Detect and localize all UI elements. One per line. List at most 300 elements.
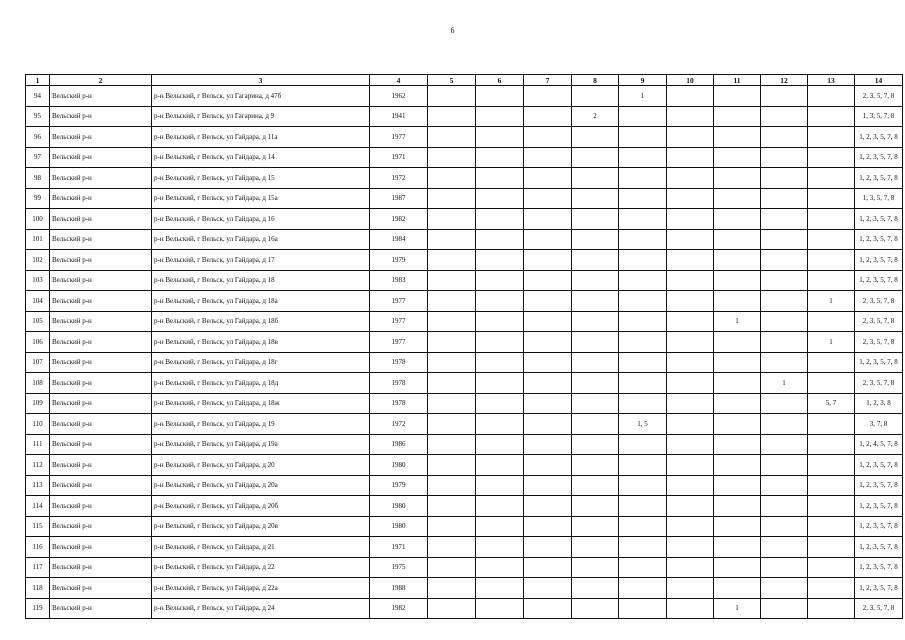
year-cell: 1977: [370, 291, 428, 312]
column-12-cell: [761, 578, 808, 599]
column-12-cell: [761, 537, 808, 558]
year-cell: 1971: [370, 147, 428, 168]
column-7-cell: [524, 455, 572, 476]
table-row: [26, 475, 903, 496]
column-9-cell: [619, 127, 667, 148]
district-cell: Вельский р-н: [50, 250, 152, 271]
year-cell: 1988: [370, 578, 428, 599]
column-11-cell: [714, 414, 761, 435]
column-12-cell: [761, 393, 808, 414]
column-11-cell: [714, 291, 761, 312]
row-number: 107: [26, 352, 50, 373]
table-row: [26, 311, 903, 332]
column-8-cell: [572, 332, 619, 353]
column-header-4: 4: [370, 75, 428, 86]
year-cell: 1971: [370, 537, 428, 558]
column-5-cell: [428, 537, 476, 558]
column-6-cell: [476, 598, 524, 619]
column-10-cell: [667, 598, 714, 619]
column-12-cell: [761, 414, 808, 435]
table-row: [26, 229, 903, 250]
row-number: 104: [26, 291, 50, 312]
column-6-cell: [476, 352, 524, 373]
row-number: 95: [26, 106, 50, 127]
codes-cell: 1, 2, 3, 5, 7, 8: [855, 250, 903, 271]
column-6-cell: [476, 516, 524, 537]
column-13-cell: 1: [808, 291, 855, 312]
column-11-cell: [714, 147, 761, 168]
column-8-cell: [572, 188, 619, 209]
column-5-cell: [428, 332, 476, 353]
column-7-cell: [524, 86, 572, 107]
column-8-cell: [572, 475, 619, 496]
column-header-14: 14: [855, 75, 903, 86]
column-12-cell: [761, 270, 808, 291]
column-8-cell: [572, 455, 619, 476]
column-5-cell: [428, 516, 476, 537]
codes-cell: 3, 7, 8: [855, 414, 903, 435]
column-12-cell: [761, 250, 808, 271]
column-5-cell: [428, 475, 476, 496]
column-9-cell: 1, 5: [619, 414, 667, 435]
column-8-cell: [572, 209, 619, 230]
address-cell: р-н Вельский, г Вельск, ул Гагарина, д 47б: [152, 86, 370, 107]
column-12-cell: [761, 434, 808, 455]
year-cell: 1978: [370, 352, 428, 373]
row-number: 105: [26, 311, 50, 332]
column-13-cell: [808, 229, 855, 250]
address-cell: р-н Вельский, г Вельск, ул Гайдара, д 17: [152, 250, 370, 271]
table-row: [26, 455, 903, 476]
column-9-cell: [619, 229, 667, 250]
year-cell: 1977: [370, 311, 428, 332]
column-5-cell: [428, 168, 476, 189]
column-7-cell: [524, 168, 572, 189]
column-5-cell: [428, 270, 476, 291]
column-6-cell: [476, 393, 524, 414]
column-10-cell: [667, 209, 714, 230]
column-7-cell: [524, 352, 572, 373]
row-number: 109: [26, 393, 50, 414]
column-11-cell: 1: [714, 311, 761, 332]
column-8-cell: [572, 147, 619, 168]
column-11-cell: [714, 229, 761, 250]
column-10-cell: [667, 106, 714, 127]
column-10-cell: [667, 434, 714, 455]
district-cell: Вельский р-н: [50, 127, 152, 148]
column-5-cell: [428, 393, 476, 414]
column-7-cell: [524, 147, 572, 168]
column-10-cell: [667, 229, 714, 250]
column-8-cell: [572, 229, 619, 250]
column-7-cell: [524, 291, 572, 312]
address-cell: р-н Вельский, г Вельск, ул Гайдара, д 22: [152, 557, 370, 578]
column-11-cell: [714, 270, 761, 291]
column-header-9: 9: [619, 75, 667, 86]
column-7-cell: [524, 496, 572, 517]
column-5-cell: [428, 414, 476, 435]
district-cell: Вельский р-н: [50, 188, 152, 209]
district-cell: Вельский р-н: [50, 537, 152, 558]
column-12-cell: [761, 127, 808, 148]
codes-cell: 1, 2, 3, 5, 7, 8: [855, 578, 903, 599]
column-6-cell: [476, 557, 524, 578]
column-8-cell: [572, 434, 619, 455]
column-11-cell: [714, 352, 761, 373]
table-row: [26, 496, 903, 517]
codes-cell: 1, 3, 5, 7, 8: [855, 106, 903, 127]
column-10-cell: [667, 86, 714, 107]
address-cell: р-н Вельский, г Вельск, ул Гайдара, д 19: [152, 414, 370, 435]
column-7-cell: [524, 270, 572, 291]
column-8-cell: [572, 373, 619, 394]
table-row: [26, 373, 903, 394]
address-cell: р-н Вельский, г Вельск, ул Гайдара, д 20б: [152, 496, 370, 517]
column-12-cell: [761, 147, 808, 168]
column-5-cell: [428, 373, 476, 394]
column-10-cell: [667, 147, 714, 168]
year-cell: 1977: [370, 127, 428, 148]
column-12-cell: [761, 332, 808, 353]
table-row: [26, 86, 903, 107]
column-8-cell: [572, 537, 619, 558]
column-header-1: 1: [26, 75, 50, 86]
column-13-cell: 1: [808, 332, 855, 353]
column-10-cell: [667, 373, 714, 394]
column-6-cell: [476, 147, 524, 168]
column-13-cell: [808, 250, 855, 271]
column-6-cell: [476, 229, 524, 250]
codes-cell: 1, 2, 3, 5, 7, 8: [855, 168, 903, 189]
column-13-cell: [808, 209, 855, 230]
column-11-cell: [714, 209, 761, 230]
column-9-cell: [619, 332, 667, 353]
table-row: [26, 516, 903, 537]
column-13-cell: 5, 7: [808, 393, 855, 414]
year-cell: 1978: [370, 393, 428, 414]
table-row: [26, 332, 903, 353]
column-8-cell: [572, 578, 619, 599]
district-cell: Вельский р-н: [50, 332, 152, 353]
column-11-cell: [714, 332, 761, 353]
column-10-cell: [667, 127, 714, 148]
column-8-cell: [572, 291, 619, 312]
column-5-cell: [428, 127, 476, 148]
column-12-cell: [761, 455, 808, 476]
column-6-cell: [476, 311, 524, 332]
year-cell: 1972: [370, 168, 428, 189]
column-12-cell: [761, 496, 808, 517]
column-9-cell: [619, 250, 667, 271]
column-8-cell: [572, 250, 619, 271]
column-9-cell: [619, 578, 667, 599]
address-cell: р-н Вельский, г Вельск, ул Гайдара, д 18б: [152, 311, 370, 332]
address-cell: р-н Вельский, г Вельск, ул Гайдара, д 18д: [152, 373, 370, 394]
address-cell: р-н Вельский, г Вельск, ул Гайдара, д 18ж: [152, 393, 370, 414]
column-5-cell: [428, 188, 476, 209]
column-5-cell: [428, 229, 476, 250]
column-11-cell: [714, 393, 761, 414]
column-7-cell: [524, 414, 572, 435]
year-cell: 1979: [370, 475, 428, 496]
header-row: [26, 75, 903, 86]
column-11-cell: [714, 127, 761, 148]
column-11-cell: [714, 250, 761, 271]
row-number: 99: [26, 188, 50, 209]
address-cell: р-н Вельский, г Вельск, ул Гайдара, д 24: [152, 598, 370, 619]
column-13-cell: [808, 270, 855, 291]
codes-cell: 1, 2, 3, 5, 7, 8: [855, 455, 903, 476]
column-9-cell: [619, 209, 667, 230]
column-9-cell: [619, 270, 667, 291]
column-7-cell: [524, 106, 572, 127]
year-cell: 1982: [370, 598, 428, 619]
column-5-cell: [428, 291, 476, 312]
row-number: 113: [26, 475, 50, 496]
district-cell: Вельский р-н: [50, 373, 152, 394]
column-10-cell: [667, 168, 714, 189]
column-9-cell: [619, 291, 667, 312]
column-8-cell: [572, 496, 619, 517]
column-6-cell: [476, 188, 524, 209]
column-11-cell: [714, 516, 761, 537]
column-5-cell: [428, 209, 476, 230]
column-11-cell: [714, 106, 761, 127]
column-9-cell: [619, 168, 667, 189]
address-cell: р-н Вельский, г Вельск, ул Гайдара, д 11а: [152, 127, 370, 148]
column-12-cell: [761, 209, 808, 230]
district-cell: Вельский р-н: [50, 557, 152, 578]
address-cell: р-н Вельский, г Вельск, ул Гайдара, д 18г: [152, 352, 370, 373]
table-row: [26, 209, 903, 230]
column-5-cell: [428, 598, 476, 619]
column-13-cell: [808, 516, 855, 537]
district-cell: Вельский р-н: [50, 475, 152, 496]
table-row: [26, 414, 903, 435]
column-13-cell: [808, 106, 855, 127]
column-8-cell: [572, 598, 619, 619]
column-5-cell: [428, 434, 476, 455]
table-row: [26, 127, 903, 148]
row-number: 108: [26, 373, 50, 394]
row-number: 119: [26, 598, 50, 619]
column-header-3: 3: [152, 75, 370, 86]
column-header-7: 7: [524, 75, 572, 86]
column-9-cell: [619, 311, 667, 332]
district-cell: Вельский р-н: [50, 352, 152, 373]
column-12-cell: [761, 475, 808, 496]
row-number: 97: [26, 147, 50, 168]
codes-cell: 2, 3, 5, 7, 8: [855, 598, 903, 619]
column-9-cell: [619, 516, 667, 537]
address-cell: р-н Вельский, г Вельск, ул Гайдара, д 15а: [152, 188, 370, 209]
column-6-cell: [476, 127, 524, 148]
column-9-cell: [619, 434, 667, 455]
district-cell: Вельский р-н: [50, 496, 152, 517]
column-9-cell: [619, 352, 667, 373]
year-cell: 1980: [370, 455, 428, 476]
page-number: 6: [450, 26, 455, 35]
column-5-cell: [428, 147, 476, 168]
year-cell: 1975: [370, 557, 428, 578]
column-6-cell: [476, 291, 524, 312]
column-10-cell: [667, 516, 714, 537]
column-7-cell: [524, 188, 572, 209]
column-12-cell: [761, 557, 808, 578]
column-7-cell: [524, 516, 572, 537]
column-10-cell: [667, 455, 714, 476]
column-6-cell: [476, 475, 524, 496]
column-5-cell: [428, 578, 476, 599]
district-cell: Вельский р-н: [50, 106, 152, 127]
codes-cell: 2, 3, 5, 7, 8: [855, 373, 903, 394]
column-10-cell: [667, 250, 714, 271]
codes-cell: 2, 3, 5, 7, 8: [855, 332, 903, 353]
address-cell: р-н Вельский, г Вельск, ул Гайдара, д 18в: [152, 332, 370, 353]
column-12-cell: [761, 168, 808, 189]
table-row: [26, 291, 903, 312]
table-row: [26, 270, 903, 291]
column-13-cell: [808, 373, 855, 394]
column-9-cell: [619, 147, 667, 168]
column-9-cell: [619, 537, 667, 558]
column-6-cell: [476, 578, 524, 599]
column-8-cell: [572, 557, 619, 578]
column-9-cell: [619, 557, 667, 578]
year-cell: 1978: [370, 373, 428, 394]
column-5-cell: [428, 496, 476, 517]
column-12-cell: [761, 291, 808, 312]
column-header-6: 6: [476, 75, 524, 86]
column-5-cell: [428, 311, 476, 332]
row-number: 102: [26, 250, 50, 271]
column-header-12: 12: [761, 75, 808, 86]
codes-cell: 1, 2, 3, 5, 7, 8: [855, 209, 903, 230]
codes-cell: 2, 3, 5, 7, 8: [855, 311, 903, 332]
column-6-cell: [476, 250, 524, 271]
codes-cell: 1, 3, 5, 7, 8: [855, 188, 903, 209]
district-cell: Вельский р-н: [50, 434, 152, 455]
column-5-cell: [428, 86, 476, 107]
column-7-cell: [524, 127, 572, 148]
row-number: 114: [26, 496, 50, 517]
year-cell: 1977: [370, 332, 428, 353]
row-number: 112: [26, 455, 50, 476]
table-row: [26, 188, 903, 209]
column-9-cell: [619, 496, 667, 517]
column-13-cell: [808, 496, 855, 517]
district-cell: Вельский р-н: [50, 578, 152, 599]
codes-cell: 1, 2, 3, 5, 7, 8: [855, 496, 903, 517]
district-cell: Вельский р-н: [50, 291, 152, 312]
table-body: [26, 86, 903, 619]
column-6-cell: [476, 270, 524, 291]
address-cell: р-н Вельский, г Вельск, ул Гайдара, д 16: [152, 209, 370, 230]
year-cell: 1980: [370, 516, 428, 537]
column-11-cell: [714, 455, 761, 476]
column-header-11: 11: [714, 75, 761, 86]
column-10-cell: [667, 557, 714, 578]
table-row: [26, 352, 903, 373]
address-cell: р-н Вельский, г Вельск, ул Гайдара, д 21: [152, 537, 370, 558]
district-cell: Вельский р-н: [50, 393, 152, 414]
column-7-cell: [524, 332, 572, 353]
codes-cell: 1, 2, 3, 8: [855, 393, 903, 414]
column-12-cell: [761, 516, 808, 537]
column-11-cell: [714, 537, 761, 558]
row-number: 106: [26, 332, 50, 353]
column-12-cell: 1: [761, 373, 808, 394]
column-13-cell: [808, 188, 855, 209]
column-6-cell: [476, 414, 524, 435]
column-10-cell: [667, 496, 714, 517]
column-5-cell: [428, 557, 476, 578]
district-cell: Вельский р-н: [50, 270, 152, 291]
column-11-cell: [714, 188, 761, 209]
year-cell: 1982: [370, 209, 428, 230]
column-9-cell: [619, 598, 667, 619]
codes-cell: 2, 3, 5, 7, 8: [855, 291, 903, 312]
column-6-cell: [476, 455, 524, 476]
row-number: 117: [26, 557, 50, 578]
table-row: [26, 168, 903, 189]
row-number: 94: [26, 86, 50, 107]
column-9-cell: [619, 455, 667, 476]
row-number: 103: [26, 270, 50, 291]
column-7-cell: [524, 557, 572, 578]
column-11-cell: [714, 168, 761, 189]
district-cell: Вельский р-н: [50, 229, 152, 250]
codes-cell: 1, 2, 3, 5, 7, 8: [855, 127, 903, 148]
row-number: 115: [26, 516, 50, 537]
column-13-cell: [808, 434, 855, 455]
district-cell: Вельский р-н: [50, 311, 152, 332]
address-cell: р-н Вельский, г Вельск, ул Гайдара, д 20: [152, 455, 370, 476]
district-cell: Вельский р-н: [50, 147, 152, 168]
column-13-cell: [808, 352, 855, 373]
column-7-cell: [524, 598, 572, 619]
column-7-cell: [524, 209, 572, 230]
column-12-cell: [761, 86, 808, 107]
year-cell: 1941: [370, 106, 428, 127]
row-number: 101: [26, 229, 50, 250]
column-5-cell: [428, 250, 476, 271]
row-number: 111: [26, 434, 50, 455]
column-header-10: 10: [667, 75, 714, 86]
district-cell: Вельский р-н: [50, 209, 152, 230]
codes-cell: 1, 2, 3, 5, 7, 8: [855, 475, 903, 496]
column-11-cell: 1: [714, 598, 761, 619]
column-7-cell: [524, 229, 572, 250]
table-row: [26, 557, 903, 578]
address-cell: р-н Вельский, г Вельск, ул Гайдара, д 20в: [152, 516, 370, 537]
column-10-cell: [667, 291, 714, 312]
column-header-13: 13: [808, 75, 855, 86]
column-8-cell: [572, 352, 619, 373]
column-5-cell: [428, 352, 476, 373]
codes-cell: 1, 2, 3, 5, 7, 8: [855, 537, 903, 558]
column-13-cell: [808, 557, 855, 578]
table-row: [26, 598, 903, 619]
column-7-cell: [524, 373, 572, 394]
column-13-cell: [808, 537, 855, 558]
column-8-cell: [572, 414, 619, 435]
year-cell: 1983: [370, 270, 428, 291]
column-7-cell: [524, 434, 572, 455]
column-5-cell: [428, 455, 476, 476]
column-6-cell: [476, 332, 524, 353]
codes-cell: 1, 2, 3, 5, 7, 8: [855, 229, 903, 250]
